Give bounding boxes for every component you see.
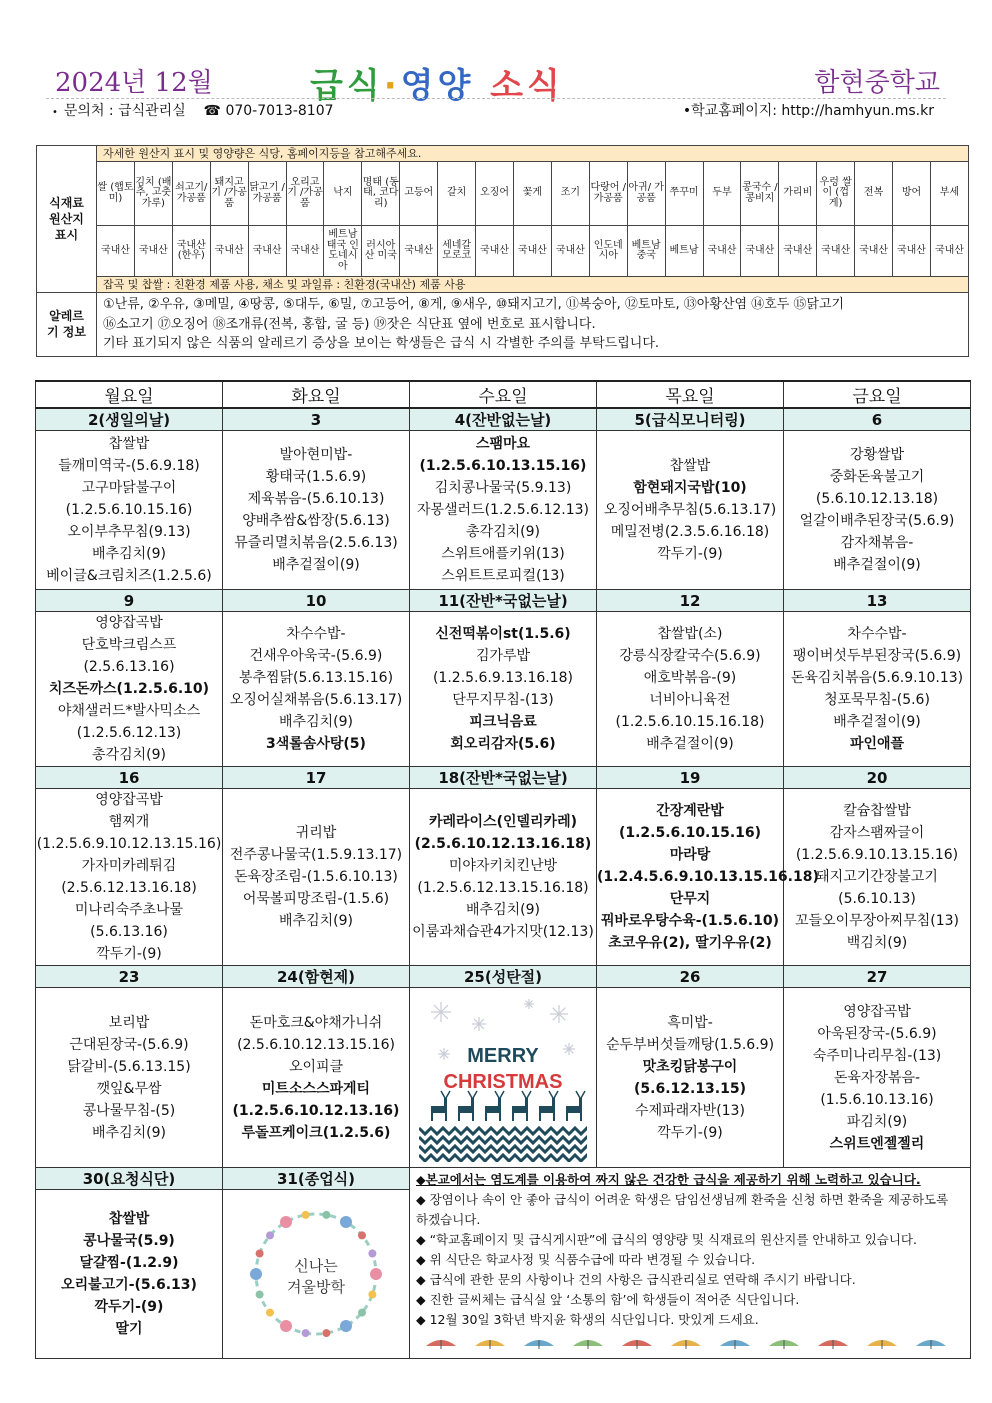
menu-item: 근대된장국-(5.6.9) bbox=[69, 1036, 189, 1053]
menu-item: (2.5.6.12.13.16.18) bbox=[61, 880, 197, 896]
menu-item: (1.2.4.5.6.9.10.13.15.16.18) bbox=[597, 869, 819, 885]
menu-cell bbox=[784, 431, 971, 590]
christmas-image bbox=[419, 994, 587, 1162]
menu-item: 순두부버섯들깨탕(1.5.6.9) bbox=[605, 1036, 775, 1053]
weekday-header: 금요일 bbox=[784, 381, 971, 408]
ingredient-name: 콩국수 /콩비지 bbox=[741, 162, 779, 226]
menu-item: (1.2.5.6.12.13.15.16.18) bbox=[417, 880, 589, 896]
menu-item: 깍두기-(9) bbox=[657, 1124, 723, 1141]
menu-calendar bbox=[35, 380, 971, 1359]
menu-item: 파인애플 bbox=[849, 736, 905, 752]
winter-vacation-wreath bbox=[241, 1199, 391, 1349]
menu-item: (1.2.5.6.9.10.12.13.15.16) bbox=[36, 836, 222, 852]
menu-item: 배추김치(9) bbox=[279, 714, 353, 730]
menu-cell bbox=[223, 612, 410, 767]
day-label: 27 bbox=[784, 966, 971, 988]
menu-item: 미야자키치킨난방 bbox=[448, 858, 558, 874]
origin-country: 국내산 bbox=[134, 226, 172, 277]
ingredient-name: 낙지 bbox=[324, 162, 362, 226]
origin-country: 국내산 bbox=[210, 226, 248, 277]
menu-item: 가자미카레튀김 bbox=[81, 858, 177, 874]
ingredient-name: 쌀 (햅토미) bbox=[97, 162, 135, 226]
ingredient-name: 김치 (배추, 고춧가루) bbox=[134, 162, 172, 226]
menu-item: 배추김치(9) bbox=[92, 546, 166, 562]
menu-item: 영양잡곡밥 bbox=[95, 792, 163, 808]
origin-country: 국내산 bbox=[930, 226, 968, 277]
decorative-border bbox=[416, 1334, 961, 1350]
day-label: 12 bbox=[597, 590, 784, 612]
menu-item: 얼갈이배추된장국(5.6.9) bbox=[799, 513, 955, 529]
homepage-link[interactable]: •학교홈페이지: http://hamhyun.ms.kr bbox=[682, 103, 934, 119]
contact-info: • 문의처 : 급식관리실 ☎ 070-7013-8107 bbox=[52, 103, 334, 119]
wreath-icon bbox=[241, 1199, 391, 1349]
menu-item: 파김치(9) bbox=[846, 1113, 908, 1130]
menu-item: 청포묵무침-(5.6) bbox=[824, 692, 930, 708]
menu-cell bbox=[36, 789, 223, 966]
menu-item: 미나리숙주초나물 bbox=[74, 902, 184, 918]
menu-item: 단호박크림스프 bbox=[81, 637, 177, 653]
menu-item: (1.2.5.6.10.15.16) bbox=[618, 825, 762, 841]
notice-line: ◆ 위 식단은 학교사정 및 식품수급에 따라 변경될 수 있습니다. bbox=[416, 1252, 756, 1267]
menu-item: 영양잡곡밥 bbox=[843, 1003, 911, 1020]
allergy-line: 기타 표기되지 않은 식품의 알레르기 증상을 보이는 학생들은 급식 시 각별한 주의를 부탁드립니다. bbox=[103, 336, 660, 351]
menu-item: 김가루밥 bbox=[475, 648, 531, 664]
origin-notice: 자세한 원산지 표시 및 영양량은 식당, 홈페이지등을 참고해주세요. bbox=[97, 146, 969, 162]
origin-country: 국내산 bbox=[513, 226, 551, 277]
menu-cell bbox=[223, 789, 410, 966]
menu-cell bbox=[597, 431, 784, 590]
menu-item: 들깨미역국-(5.6.9.18) bbox=[58, 458, 200, 474]
origin-country: 국내산 (한우) bbox=[172, 226, 210, 277]
menu-item: 숙주미나리무침-(13) bbox=[812, 1047, 942, 1064]
allergy-line: ①난류, ②우유, ③메밀, ④땅콩, ⑤대두, ⑥밀, ⑦고등어, ⑧게, ⑨새우, ⑩돼지고기, ⑪복숭아, ⑫토마토, ⑬아황산염 ⑭호두 ⑮닭고기 bbox=[103, 297, 845, 312]
day-label: 18(잔반*국없는날) bbox=[410, 767, 597, 789]
ingredient-name: 방어 bbox=[893, 162, 931, 226]
menu-item: 스위트엔젤젤리 bbox=[829, 1135, 925, 1152]
menu-item: 치즈돈까스(1.2.5.6.10) bbox=[48, 681, 210, 697]
day-label: 11(잔반*국없는날) bbox=[410, 590, 597, 612]
menu-item: 아욱된장국-(5.6.9) bbox=[817, 1025, 937, 1042]
day-label: 4(잔반없는날) bbox=[410, 408, 597, 431]
menu-item: 미트소스스파게티 bbox=[261, 1080, 371, 1097]
menu-item: 배추김치(9) bbox=[466, 902, 540, 918]
menu-row bbox=[36, 789, 971, 966]
menu-item: 배추김치(9) bbox=[279, 913, 353, 929]
origin-country: 세네갈 모로코 bbox=[438, 226, 476, 277]
origin-country: 베트남 태국 인도네시아 bbox=[324, 226, 362, 277]
menu-item: (1.2.5.6.10.12.13.16) bbox=[232, 1102, 400, 1119]
menu-item: 너비아니육전 bbox=[649, 692, 731, 708]
menu-cell bbox=[784, 612, 971, 767]
menu-cell bbox=[597, 789, 819, 966]
ingredient-name: 명태 (동태, 코다리) bbox=[362, 162, 400, 226]
date-row bbox=[36, 590, 971, 612]
newsletter-date: 2024년 12월 bbox=[55, 68, 213, 98]
origin-footer: 잡곡 및 찹쌀 : 친환경 제품 사용, 채소 및 과일류 : 친환경(국내산) 제품 사용 bbox=[97, 277, 969, 293]
menu-item: 양배추쌈&쌈장(5.6.13) bbox=[242, 513, 390, 529]
christmas-text: MERRY bbox=[467, 1044, 539, 1067]
wreath-text: 신나는 bbox=[294, 1257, 338, 1275]
menu-item: (5.6.13.16) bbox=[90, 924, 168, 940]
notice-line: ◆ 12월 30일 3학년 박지윤 학생의 식단입니다. 맛있게 드세요. bbox=[416, 1312, 759, 1327]
menu-item: 오징어실채볶음(5.6.13.17) bbox=[229, 692, 403, 708]
menu-item: 총각김치(9) bbox=[466, 524, 540, 540]
menu-item: 오이피클 bbox=[288, 1058, 344, 1075]
menu-item: 꿔바로우탕수육-(1.5.6.10) bbox=[601, 913, 779, 929]
menu-item: 닭갈비-(5.6.13.15) bbox=[67, 1058, 191, 1075]
wreath-text: 겨울방학 bbox=[287, 1278, 345, 1296]
origin-country: 국내산 bbox=[893, 226, 931, 277]
menu-cell bbox=[784, 988, 971, 1168]
ingredient-name: 다랑어 /가공품 bbox=[589, 162, 627, 226]
menu-cell bbox=[410, 988, 597, 1168]
notice-box bbox=[410, 1168, 971, 1359]
menu-item: 찹쌀밥 bbox=[108, 436, 150, 452]
day-label: 2(생일의날) bbox=[36, 408, 223, 431]
origin-country: 국내산 bbox=[779, 226, 817, 277]
menu-item: 돈육자장볶음- bbox=[833, 1069, 921, 1086]
menu-cell bbox=[223, 988, 410, 1168]
menu-row bbox=[36, 612, 971, 767]
menu-item: 자몽샐러드(1.2.5.6.12.13) bbox=[416, 502, 590, 518]
ingredient-name: 꽃게 bbox=[513, 162, 551, 226]
menu-cell bbox=[36, 431, 223, 590]
day-label: 20 bbox=[784, 767, 971, 789]
ingredient-row bbox=[37, 162, 969, 226]
menu-cell bbox=[223, 431, 410, 590]
origin-country: 국내산 bbox=[551, 226, 589, 277]
day-label: 31(종업식) bbox=[223, 1168, 410, 1190]
menu-item: 단무지무침-(13) bbox=[452, 692, 554, 708]
origin-country: 국내산 bbox=[400, 226, 438, 277]
menu-item: (1.2.5.6.10.13.15.16) bbox=[419, 458, 587, 474]
menu-item: 애호박볶음-(9) bbox=[643, 670, 737, 686]
origin-country: 국내산 bbox=[741, 226, 779, 277]
menu-item: 깻잎&무쌈 bbox=[96, 1080, 162, 1097]
menu-item: 신전떡볶이st(1.5.6) bbox=[435, 626, 571, 642]
day-label: 25(성탄절) bbox=[410, 966, 597, 988]
menu-item: 수제파래자반(13) bbox=[635, 1102, 745, 1119]
weekday-header: 수요일 bbox=[410, 381, 597, 408]
origin-country: 국내산 bbox=[817, 226, 855, 277]
menu-item: 스팸마요 bbox=[475, 436, 531, 452]
notice-line: ◆ 진한 글씨체는 급식실 앞 ‘소통의 함’에 학생들이 적어준 식단입니다. bbox=[416, 1292, 800, 1307]
menu-item: 찹쌀밥 bbox=[669, 458, 711, 474]
menu-item: (1.2.5.6.10.15.16) bbox=[65, 502, 193, 518]
menu-item: 스위트애플키위(13) bbox=[441, 546, 565, 562]
christmas-text: CHRISTMAS bbox=[443, 1070, 563, 1093]
origin-country: 국내산 bbox=[286, 226, 324, 277]
origin-allergy-table bbox=[36, 145, 969, 357]
menu-item: 메밀전병(2.3.5.6.16.18) bbox=[610, 524, 770, 540]
date-row bbox=[36, 966, 971, 988]
ingredient-name: 갈치 bbox=[438, 162, 476, 226]
menu-item: 깍두기-(9) bbox=[94, 1299, 164, 1315]
ingredient-name: 오리고기 /가공품 bbox=[286, 162, 324, 226]
day-label: 16 bbox=[36, 767, 223, 789]
menu-item: 총각김치(9) bbox=[92, 747, 166, 763]
day-label: 19 bbox=[597, 767, 784, 789]
ingredient-name: 고등어 bbox=[400, 162, 438, 226]
menu-item: (2.5.6.10.12.13.16.18) bbox=[414, 836, 592, 852]
day-label: 10 bbox=[223, 590, 410, 612]
menu-item: 루돌프케이크(1.2.5.6) bbox=[241, 1124, 391, 1141]
origin-country: 국내산 bbox=[855, 226, 893, 277]
menu-item: 깍두기-(9) bbox=[657, 546, 723, 562]
phone-icon: ☎ bbox=[203, 103, 221, 119]
day-label: 17 bbox=[223, 767, 410, 789]
menu-item: 함현돼지국밥(10) bbox=[633, 480, 747, 496]
menu-item: 돈육장조림-(1.5.6.10.13) bbox=[234, 869, 398, 885]
menu-cell bbox=[223, 1190, 410, 1359]
menu-item: 강황쌀밥 bbox=[849, 447, 905, 463]
menu-item: 배추겉절이(9) bbox=[646, 736, 734, 752]
menu-item: 오이부추무침(9.13) bbox=[67, 524, 191, 540]
menu-row bbox=[36, 988, 971, 1168]
menu-item: 햄찌개 bbox=[108, 814, 150, 830]
menu-item: 이룸과채습관4가지맛(12.13) bbox=[412, 924, 594, 940]
day-label: 5(급식모니터링) bbox=[597, 408, 784, 431]
menu-item: 황태국(1.5.6.9) bbox=[265, 469, 367, 485]
menu-item: 찹쌀밥 bbox=[108, 1211, 150, 1227]
menu-item: 발아현미밥- bbox=[279, 447, 353, 463]
date-row bbox=[36, 767, 971, 789]
origin-country: 국내산 bbox=[476, 226, 514, 277]
menu-item: (5.6.12.13.15) bbox=[634, 1080, 746, 1097]
menu-item: 감자스팸짜글이 bbox=[829, 825, 925, 841]
menu-item: 칼슘찹쌀밥 bbox=[843, 803, 911, 819]
menu-item: 스위트트로피컬(13) bbox=[441, 568, 565, 584]
allergy-info bbox=[97, 293, 969, 357]
origin-country: 인도네시아 bbox=[589, 226, 627, 277]
menu-item: 고구마닭불구이 bbox=[81, 480, 177, 496]
menu-item: 배추겉절이(9) bbox=[833, 714, 921, 730]
menu-item: (1.2.5.6.9.13.16.18) bbox=[432, 670, 574, 686]
menu-cell bbox=[410, 789, 597, 966]
menu-item: (1.5.6.10.13.16) bbox=[820, 1091, 934, 1108]
ingredient-name: 닭고기 /가공품 bbox=[248, 162, 286, 226]
ingredient-name: 가리비 bbox=[779, 162, 817, 226]
day-label: 9 bbox=[36, 590, 223, 612]
ingredient-name: 돼지고기 /가공품 bbox=[210, 162, 248, 226]
menu-item: (1.2.5.6.9.10.13.15.16) bbox=[795, 847, 959, 863]
menu-item: (2.5.6.13.16) bbox=[83, 659, 175, 675]
weekday-header: 화요일 bbox=[223, 381, 410, 408]
allergy-side-label: 알레르 기 정보 bbox=[37, 293, 97, 357]
menu-item: 달걀찜-(1.2.9) bbox=[79, 1255, 179, 1271]
menu-item: 꼬들오이무장아찌무침(13) bbox=[795, 913, 959, 929]
origin-country: 베트남 중국 bbox=[627, 226, 665, 277]
day-label: 30(요청식단) bbox=[36, 1168, 223, 1190]
menu-row bbox=[36, 431, 971, 590]
notice-line: ◆ 장염이나 속이 안 좋아 급식이 어려운 학생은 담임선생님께 환죽을 신청 하면 환죽을 제공하도록 하겠습니다. bbox=[416, 1192, 949, 1227]
ingredient-name: 쭈꾸미 bbox=[665, 162, 703, 226]
origin-country: 국내산 bbox=[703, 226, 741, 277]
menu-item: 간장계란밥 bbox=[656, 803, 724, 819]
day-label: 13 bbox=[784, 590, 971, 612]
menu-item: 봉추찜닭(5.6.13.15.16) bbox=[238, 670, 394, 686]
menu-item: 전주콩나물국(1.5.9.13.17) bbox=[229, 847, 403, 863]
weekday-header: 월요일 bbox=[36, 381, 223, 408]
menu-item: 오리불고기-(5.6.13) bbox=[61, 1277, 197, 1293]
menu-item: 딸기 bbox=[115, 1321, 143, 1337]
origin-country: 베트남 bbox=[665, 226, 703, 277]
menu-item: 어묵볼피망조림-(1.5.6) bbox=[242, 891, 390, 907]
ingredient-name: 조기 bbox=[551, 162, 589, 226]
menu-item: 마라탕 bbox=[669, 847, 711, 863]
menu-item: 김치콩나물국(5.9.13) bbox=[434, 480, 572, 496]
day-label: 26 bbox=[597, 966, 784, 988]
menu-item: 차수수밥- bbox=[847, 626, 907, 642]
notice-line: ◆본교에서는 염도계를 이용하여 짜지 않은 건강한 급식을 제공하기 위해 노력하고 있습니다. bbox=[416, 1172, 921, 1187]
menu-item: 오징어배추무침(5.6.13.17) bbox=[603, 502, 777, 518]
menu-item: 회오리감자(5.6) bbox=[450, 736, 556, 752]
menu-item: (5.6.10.13) bbox=[838, 891, 916, 907]
menu-item: 제육볶음-(5.6.10.13) bbox=[247, 491, 385, 507]
menu-item: 카레라이스(인델리카레) bbox=[428, 814, 578, 830]
menu-item: 배추김치(9) bbox=[92, 1124, 166, 1141]
menu-item: 맛초킹닭봉구이 bbox=[642, 1058, 738, 1075]
allergy-line: ⑯소고기 ⑰오징어 ⑱조개류(전복, 홍합, 굴 등) ⑲잣은 식단표 옆에 번호로 표시합니다. bbox=[103, 316, 596, 332]
ingredient-name: 아귀/ 가공품 bbox=[627, 162, 665, 226]
menu-item: 뮤즐리멸치볶음(2.5.6.13) bbox=[234, 535, 398, 551]
menu-cell bbox=[36, 1190, 223, 1359]
weekday-header-row bbox=[36, 381, 971, 408]
menu-item: 중화돈육불고기(5.6.10.12.13.18) bbox=[815, 469, 939, 507]
school-name: 함현중학교 bbox=[814, 68, 940, 98]
day-label: 6 bbox=[784, 408, 971, 431]
origin-country: 러시아 산 미국 bbox=[362, 226, 400, 277]
ingredient-name: 우렁 쌀이 (껍게) bbox=[817, 162, 855, 226]
menu-item: 피크닉음료 bbox=[469, 714, 537, 730]
day-label: 23 bbox=[36, 966, 223, 988]
christmas-image bbox=[419, 994, 587, 1162]
menu-item: 3색롤솜사탕(5) bbox=[266, 736, 366, 752]
ingredient-name: 부세 bbox=[930, 162, 968, 226]
menu-cell bbox=[410, 612, 597, 767]
date-row bbox=[36, 1168, 971, 1190]
menu-item: 콩나물국(5.9) bbox=[83, 1233, 175, 1249]
day-label: 24(함현제) bbox=[223, 966, 410, 988]
menu-item: 영양잡곡밥 bbox=[95, 615, 163, 631]
menu-cell bbox=[36, 988, 223, 1168]
menu-item: 깍두기-(9) bbox=[96, 946, 162, 962]
menu-item: 차수수밥- bbox=[286, 626, 346, 642]
menu-cell bbox=[410, 431, 597, 590]
menu-item: 초코우유(2), 딸기우유(2) bbox=[608, 935, 772, 951]
menu-cell bbox=[597, 612, 784, 767]
origin-country: 국내산 bbox=[97, 226, 135, 277]
day-label: 3 bbox=[223, 408, 410, 431]
date-row bbox=[36, 408, 971, 431]
menu-cell bbox=[597, 988, 784, 1168]
ingredient-name: 쇠고기/ 가공품 bbox=[172, 162, 210, 226]
menu-item: 보리밥 bbox=[108, 1014, 150, 1031]
weekday-header: 목요일 bbox=[597, 381, 784, 408]
ingredient-name: 전복 bbox=[855, 162, 893, 226]
menu-item: 배추겉절이(9) bbox=[272, 557, 360, 573]
menu-item: 베이글&크림치즈(1.2.5.6) bbox=[46, 568, 212, 584]
menu-item: 찹쌀밥(소) bbox=[657, 626, 723, 642]
notice-line: ◆ 급식에 관한 문의 사항이나 건의 사항은 급식관리실로 연락해 주시기 바랍니다. bbox=[416, 1272, 856, 1287]
menu-item: 야채샐러드*발사믹소스 bbox=[57, 703, 201, 719]
menu-item: 팽이버섯두부된장국(5.6.9) bbox=[792, 648, 962, 664]
menu-item: 흑미밥- bbox=[667, 1014, 713, 1031]
menu-item: 감자채볶음- bbox=[840, 535, 914, 551]
menu-item: 건새우아욱국-(5.6.9) bbox=[249, 648, 383, 664]
menu-cell bbox=[36, 612, 223, 767]
ingredient-name: 오징어 bbox=[476, 162, 514, 226]
menu-item: (1.2.5.6.12.13) bbox=[76, 725, 182, 741]
header-divider bbox=[46, 98, 946, 99]
menu-item: 백김치(9) bbox=[846, 935, 908, 951]
notice-line: ◆ “학교홈페이지 및 급식게시판”에 급식의 영양량 및 식재료의 원산지를 안내하고 있습니다. bbox=[416, 1232, 917, 1247]
menu-item: 돈마호크&야채가니쉬(2.5.6.10.12.13.15.16) bbox=[237, 1014, 395, 1053]
menu-item: 귀리밥 bbox=[295, 825, 337, 841]
menu-item: 단무지 bbox=[669, 891, 711, 907]
origin-row bbox=[37, 226, 969, 277]
menu-item: 강릉식장칼국수(5.6.9) bbox=[619, 648, 761, 664]
menu-item: 배추겉절이(9) bbox=[833, 557, 921, 573]
newsletter-title: 급식·영양 소식 bbox=[310, 66, 564, 106]
menu-item: 돼지고기간장불고기 bbox=[816, 869, 938, 885]
menu-item: 콩나물무침-(5) bbox=[82, 1102, 176, 1119]
phone-number: 070-7013-8107 bbox=[225, 103, 334, 119]
menu-item: (1.2.5.6.10.15.16.18) bbox=[615, 714, 765, 730]
menu-item: 돈육김치볶음(5.6.9.10.13) bbox=[790, 670, 964, 686]
origin-side-label: 식재료 원산지 표시 bbox=[37, 146, 97, 293]
ingredient-name: 두부 bbox=[703, 162, 741, 226]
origin-country: 국내산 bbox=[248, 226, 286, 277]
